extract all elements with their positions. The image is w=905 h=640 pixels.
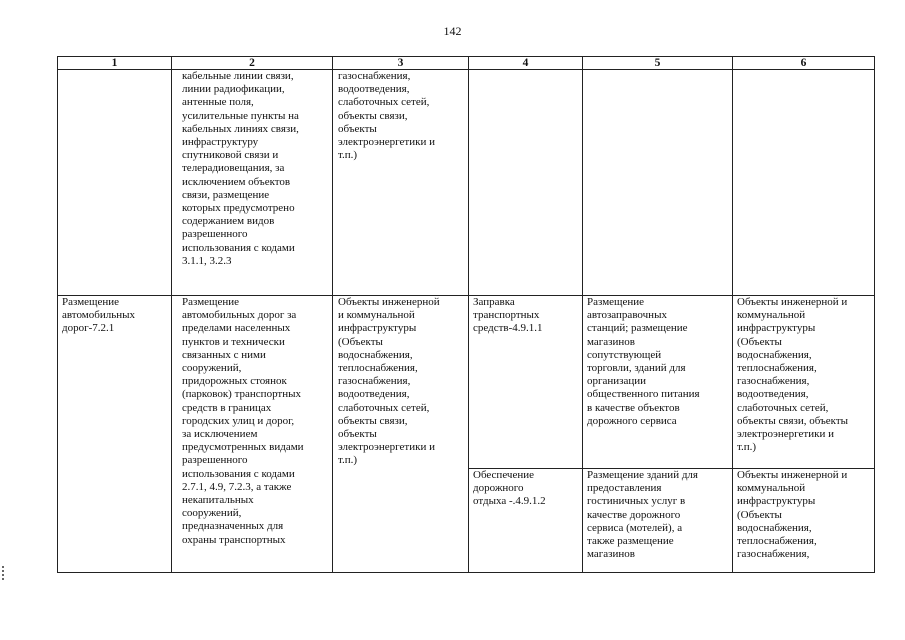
table-cell: Заправка транспортных средств-4.9.1.1 <box>469 296 583 469</box>
column-header: 5 <box>583 57 733 70</box>
table-row <box>58 70 875 296</box>
table-cell: Размещение зданий для предоставления гостиничных услуг в качестве дорожного сервиса (мотелей), а также размещение магазинов <box>583 469 733 573</box>
column-header: 4 <box>469 57 583 70</box>
table-cell <box>469 70 583 296</box>
land-use-table <box>57 56 875 573</box>
table-cell: Объекты инженерной и коммунальной инфраструктуры (Объекты водоснабжения, теплоснабжения, газоснабжения, водоотведения, слаботочных сетей, объекты связи, объекты электроэнергетики и т.п.) <box>733 296 875 469</box>
column-header: 3 <box>333 57 469 70</box>
table-cell: Размещение автомобильных дорог за пределами населенных пунктов и технически связанных с ними сооружений, придорожных стоянок (парковок) транспортных средств в границах городских улиц и дорог, за исключением предусмотренных видами разрешенного использования с кодами 2.7.1, 4.9, 7.2.3, а также некапитальных сооружений, предназначенных для охраны транспортных <box>172 296 333 573</box>
table-header-row <box>58 57 875 70</box>
table-cell: Размещение автозаправочных станций; размещение магазинов сопутствующей торговли, зданий для организации общественного питания в качестве объектов дорожного сервиса <box>583 296 733 469</box>
table-cell: газоснабжения, водоотведения, слаботочных сетей, объекты связи, объекты электроэнергетики и т.п.) <box>333 70 469 296</box>
table-cell: Объекты инженерной и коммунальной инфраструктуры (Объекты водоснабжения, теплоснабжения, газоснабжения, <box>733 469 875 573</box>
table-cell <box>583 70 733 296</box>
column-header: 1 <box>58 57 172 70</box>
margin-dots <box>2 566 10 580</box>
column-header: 2 <box>172 57 333 70</box>
table-cell: кабельные линии связи, линии радиофикации, антенные поля, усилительные пункты на кабельных линиях связи, инфраструктуру спутниковой связи и телерадиовещания, за исключением объектов связи, размещение которых предусмотрено содержанием видов разрешенного использования с кодами 3.1.1, 3.2.3 <box>172 70 333 296</box>
table-cell: Обеспечение дорожного отдыха -.4.9.1.2 <box>469 469 583 573</box>
table-row <box>58 296 875 469</box>
table-cell: Размещение автомобильных дорог-7.2.1 <box>58 296 172 573</box>
page-number: 142 <box>443 24 462 38</box>
table-cell: Объекты инженерной и коммунальной инфраструктуры (Объекты водоснабжения, теплоснабжения, газоснабжения, водоотведения, слаботочных сетей, объекты связи, объекты электроэнергетики и т.п.) <box>333 296 469 573</box>
column-header: 6 <box>733 57 875 70</box>
table-cell <box>733 70 875 296</box>
table-cell <box>58 70 172 296</box>
